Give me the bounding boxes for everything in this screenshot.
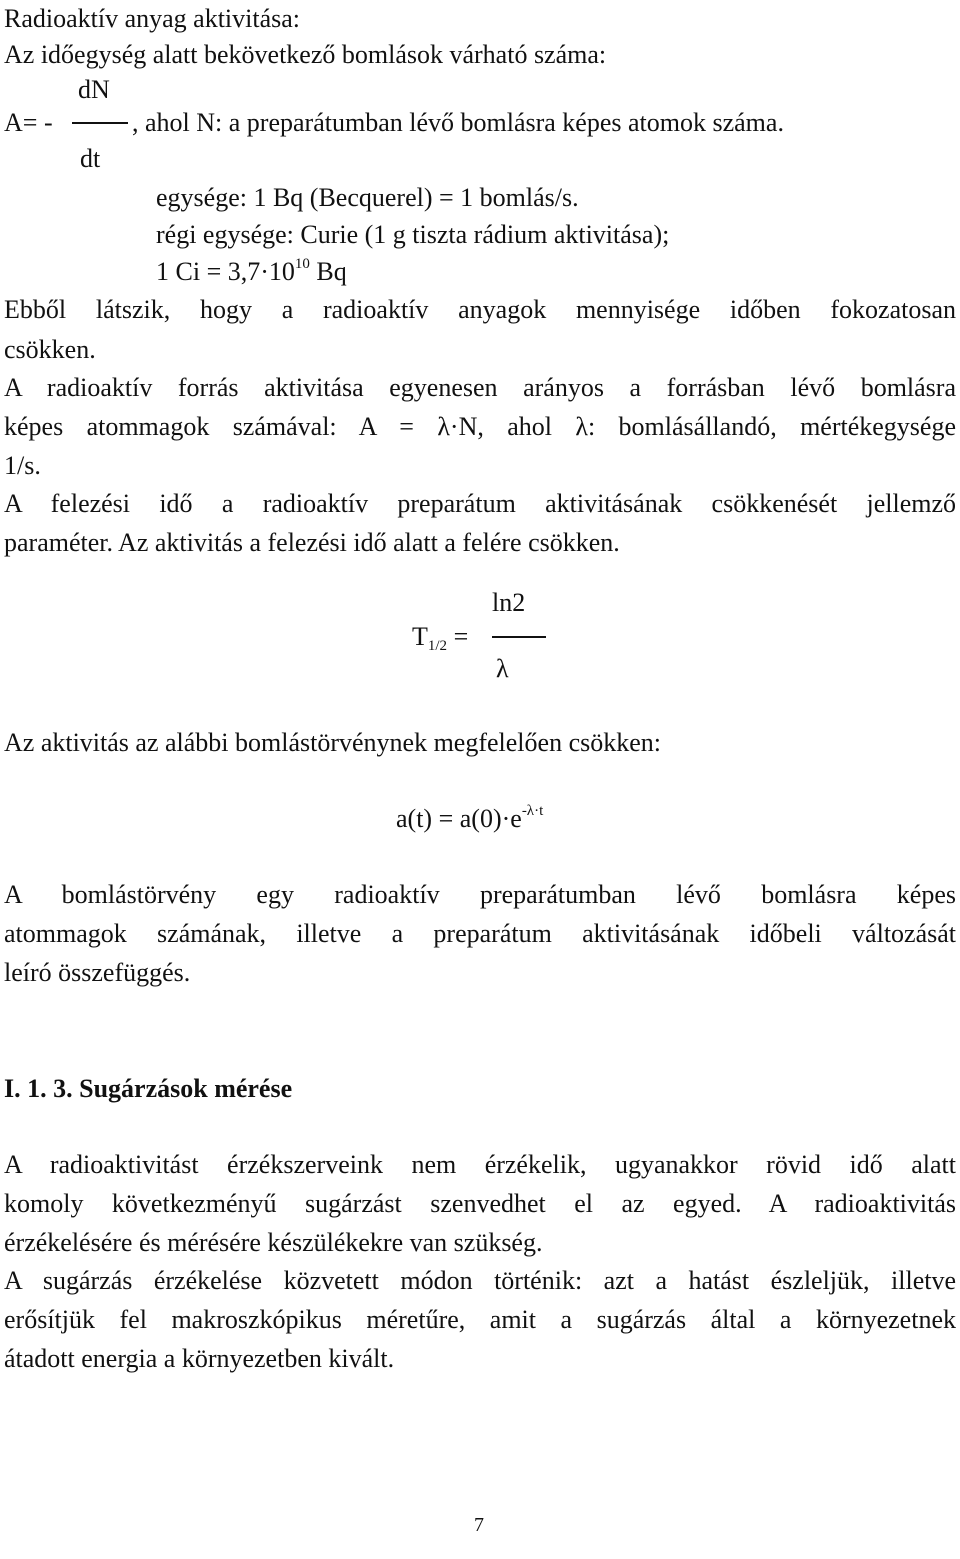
section-p1-line-3: érzékelésére és mérésére készülékekre van szükség. bbox=[4, 1228, 543, 1257]
decay-desc-line-1: A bomlástörvény egy radioaktív preparátumban lévő bomlásra képes bbox=[4, 880, 956, 909]
decay-desc-line-2: atommagok számának, illetve a preparátum aktivitásának időbeli változását bbox=[4, 919, 956, 948]
section-p1-line-2: komoly következményű sugárzást szenvedhet el az egyed. A radioaktivitás bbox=[4, 1189, 956, 1218]
formula-fraction-bar bbox=[72, 122, 128, 124]
halflife-lhs bbox=[412, 622, 469, 654]
halflife-fraction-bar bbox=[492, 636, 546, 638]
halflife-subscript: 1/2 bbox=[427, 638, 448, 654]
formula-numerator: dN bbox=[78, 75, 110, 104]
curie-conversion bbox=[156, 256, 347, 286]
decay-formula-exponent: -λ·t bbox=[521, 803, 544, 819]
decay-formula bbox=[396, 803, 544, 833]
intro-title: Radioaktív anyag aktivitása: bbox=[4, 4, 301, 33]
paragraph-2-line-2: képes atommagok számával: A = λ·N, ahol λ: bomlásállandó, mértékegysége bbox=[4, 412, 956, 441]
paragraph-3-line-2: paraméter. Az aktivitás a felezési idő alatt a felére csökken. bbox=[4, 528, 620, 557]
halflife-numerator: ln2 bbox=[492, 588, 526, 617]
curie-suffix: Bq bbox=[309, 257, 347, 286]
old-unit-line: régi egysége: Curie (1 g tiszta rádium aktivitása); bbox=[156, 220, 670, 249]
formula-description: , ahol N: a preparátumban lévő bomlásra képes atomok száma. bbox=[132, 108, 784, 137]
curie-prefix: 1 Ci = 3,7·10 bbox=[156, 257, 295, 286]
curie-exponent: 10 bbox=[294, 256, 310, 272]
section-p2-line-3: átadott energia a környezetben kivált. bbox=[4, 1344, 395, 1373]
section-heading: I. 1. 3. Sugárzások mérése bbox=[4, 1074, 293, 1103]
section-p1-line-1: A radioaktivitást érzékszerveink nem érzékelik, ugyanakkor rövid idő alatt bbox=[4, 1150, 956, 1179]
activity-definition: Az időegység alatt bekövetkező bomlások várható száma: bbox=[4, 40, 607, 69]
halflife-denominator: λ bbox=[496, 654, 509, 683]
halflife-symbol: T bbox=[412, 622, 428, 651]
decay-desc-line-3: leíró összefüggés. bbox=[4, 958, 191, 987]
formula-denominator: dt bbox=[80, 144, 101, 173]
paragraph-2-line-3: 1/s. bbox=[4, 451, 41, 480]
paragraph-1-line-2: csökken. bbox=[4, 335, 96, 364]
paragraph-3-line-1: A felezési idő a radioaktív preparátum aktivitásának csökkenését jellemző bbox=[4, 489, 956, 518]
decay-intro: Az aktivitás az alábbi bomlástörvénynek megfelelően csökken: bbox=[4, 728, 661, 757]
paragraph-1-line-1: Ebből látszik, hogy a radioaktív anyagok mennyisége időben fokozatosan bbox=[4, 295, 956, 324]
section-p2-line-2: erősítjük fel makroszkópikus méretűre, amit a sugárzás által a környezetnek bbox=[4, 1305, 956, 1334]
page-number: 7 bbox=[474, 1514, 484, 1536]
section-p2-line-1: A sugárzás érzékelése közvetett módon történik: azt a hatást észleljük, illetve bbox=[4, 1266, 956, 1295]
decay-formula-base: a(t) = a(0)·e bbox=[396, 804, 522, 833]
paragraph-2-line-1: A radioaktív forrás aktivitása egyenesen arányos a forrásban lévő bomlásra bbox=[4, 373, 956, 402]
halflife-equals: = bbox=[447, 622, 469, 651]
unit-line: egysége: 1 Bq (Becquerel) = 1 bomlás/s. bbox=[156, 183, 579, 212]
formula-left: A= - bbox=[4, 108, 53, 137]
